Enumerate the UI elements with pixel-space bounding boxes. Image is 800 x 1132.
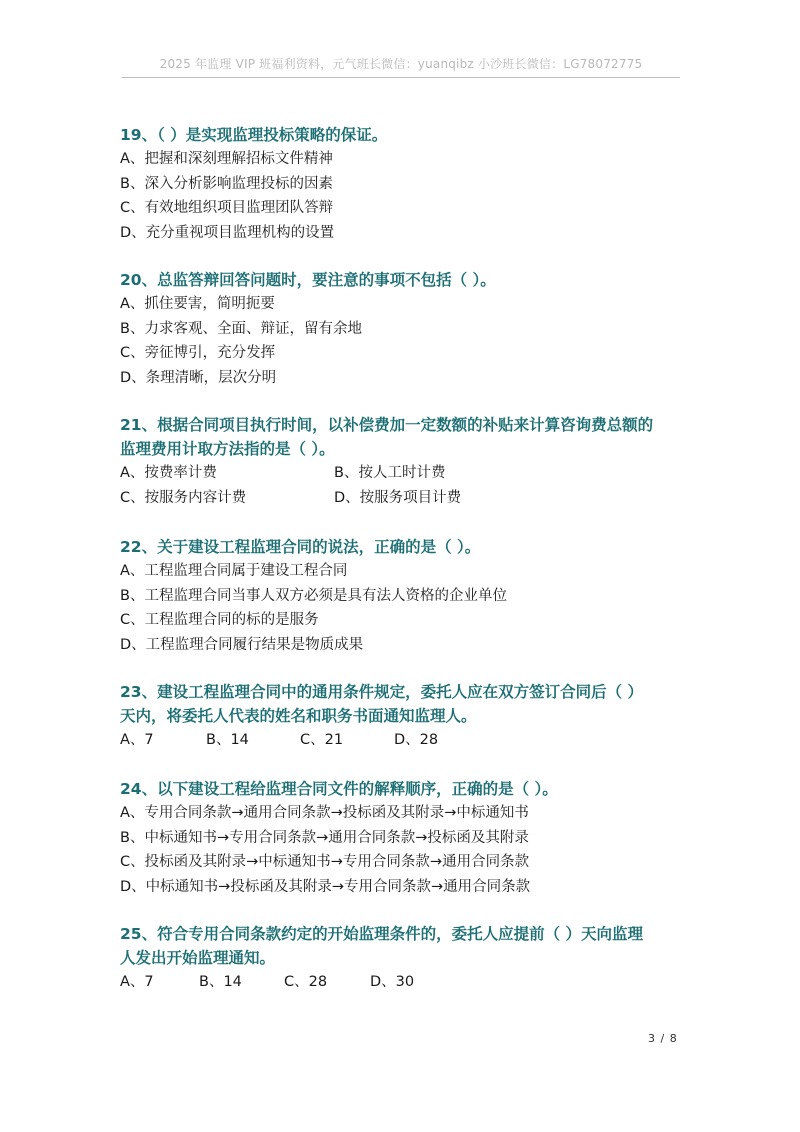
question-23: [120, 680, 690, 753]
option-row: [120, 728, 690, 753]
option-d: D、中标通知书→投标函及其附录→专用合同条款→通用合同条款: [120, 878, 531, 895]
question-20: [120, 268, 690, 390]
question-title: 20、总监答辩回答问题时，要注意的事项不包括（ ）。: [120, 271, 496, 289]
option-a: A、工程监理合同属于建设工程合同: [120, 563, 348, 579]
option-c: C、旁征博引，充分发挥: [120, 345, 276, 361]
question-title: 24、以下建设工程给监理合同文件的解释顺序，正确的是（ ）。: [120, 780, 558, 798]
question-title: 19、（ ）是实现监理投标策略的保证。: [120, 126, 388, 144]
question-19: [120, 123, 690, 245]
question-25: [120, 922, 690, 995]
question-22: [120, 535, 690, 657]
option-b: B、力求客观、全面、辩证，留有余地: [120, 320, 362, 337]
option-b: B、深入分析影响监理投标的因素: [120, 175, 333, 192]
option-row-1: [120, 461, 690, 486]
question-title-line-2: 人发出开始监理通知。: [120, 949, 276, 967]
option-b: B、14: [206, 732, 249, 748]
question-title-line-2: 天内，将委托人代表的姓名和职务书面通知监理人。: [120, 707, 477, 725]
option-d: D、28: [394, 732, 439, 748]
option-row-2: [120, 486, 690, 511]
question-title-line-1: 25、符合专用合同条款约定的开始监理条件的，委托人应提前（ ）天向监理: [120, 925, 643, 943]
option-row: [120, 970, 690, 995]
option-d: D、30: [370, 974, 415, 990]
option-d: D、充分重视项目监理机构的设置: [120, 224, 335, 241]
option-c: C、有效地组织项目监理团队答辩: [120, 200, 334, 216]
option-c: C、按服务内容计费: [120, 489, 247, 506]
option-c: C、28: [284, 974, 328, 990]
option-c: C、21: [300, 732, 344, 748]
question-title-line-1: 23、建设工程监理合同中的通用条件规定，委托人应在双方签订合同后（ ）: [120, 683, 643, 701]
option-b: B、按人工时计费: [334, 465, 446, 481]
option-a: A、按费率计费: [120, 465, 217, 481]
question-title: 22、关于建设工程监理合同的说法，正确的是（ ）。: [120, 538, 481, 556]
header-divider: [122, 77, 680, 78]
option-a: A、7: [120, 732, 154, 748]
option-d: D、按服务项目计费: [334, 489, 462, 506]
question-title-line-1: 21、根据合同项目执行时间，以补偿费加一定数额的补贴来计算咨询费总额的: [120, 416, 654, 434]
question-24: [120, 777, 690, 899]
option-b: B、14: [199, 974, 242, 990]
option-a: A、专用合同条款→通用合同条款→投标函及其附录→中标通知书: [120, 805, 529, 821]
option-a: A、7: [120, 974, 154, 990]
page-header-watermark: 2025 年监理 VIP 班福利资料，元气班长微信：yuanqibz 小沙班长微信：LG78072775: [159, 57, 643, 71]
question-21: [120, 413, 690, 510]
question-title-line-2: 监理费用计取方法指的是（ ）。: [120, 440, 335, 458]
option-b: B、工程监理合同当事人双方必须是具有法人资格的企业单位: [120, 587, 507, 604]
option-a: A、把握和深刻理解招标文件精神: [120, 151, 333, 167]
option-d: D、工程监理合同履行结果是物质成果: [120, 636, 364, 653]
option-a: A、抓住要害，简明扼要: [120, 296, 275, 312]
option-c: C、工程监理合同的标的是服务: [120, 612, 319, 628]
option-d: D、条理清晰，层次分明: [120, 369, 277, 386]
option-b: B、中标通知书→专用合同条款→通用合同条款→投标函及其附录: [120, 829, 529, 846]
option-c: C、投标函及其附录→中标通知书→专用合同条款→通用合同条款: [120, 854, 530, 870]
page-number: 3 / 8: [648, 1032, 678, 1045]
